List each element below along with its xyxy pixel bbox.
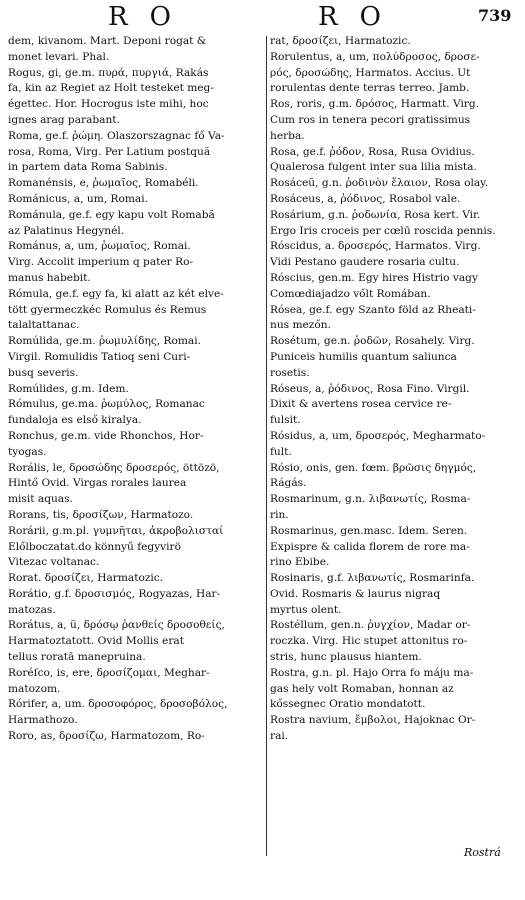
text-line: Rosétum, ge.n. ῥοδῶν, Rosahely. Virg. [270,335,475,348]
text-line: matozas. [8,603,56,616]
text-line: Hintő Ovid. Virgas rorales laurea [8,477,187,490]
text-line: Róscius, gen.m. Egy hires Histrio vagy [270,271,478,284]
text-line: Cum ros in tenera pecori gratissimus [270,113,471,126]
text-line: ignes arag parabant. [8,113,120,126]
page-header [0,2,525,30]
text-line: Comœdiajadzo vőlt Romában. [270,287,431,300]
text-line: Rosmarinus, gen.masc. Idem. Seren. [270,524,468,537]
text-line: Harmathozo. [8,714,78,727]
text-line: Rorális, le, δροσώδης δροσερός, öttözö, [8,461,220,474]
text-line: Róscidus, a. δροσερός, Harmatos. Virg. [270,240,481,253]
text-line: stris, hunc plausus hiantem. [270,651,422,664]
text-line: Előlboczatat.do könnyű fegyvirö [8,540,181,553]
text-line: Ergo Iris croceis per cœlū roscida pennis. [270,224,496,237]
text-line: Románula, ge.f. egy kapu volt Romabă [8,208,215,221]
text-line: misit aquas. [8,493,73,506]
text-line: rai. [270,730,289,743]
text-line: Rostéllum, gen.n. ῥυγχίον, Madar or- [270,619,471,632]
text-line: Qualerosa fulgent inter sua lilia mista. [270,161,477,174]
text-line: Roréſco, is, ere, δροσίζομαι, Meghar- [8,666,210,679]
text-line: rat, δροσίζει, Harmatozic. [270,35,411,47]
text-line: Rorans, tis, δροσίζων, Harmatozo. [8,508,194,521]
text-line: rosetis. [270,366,310,379]
text-line: Ovid. Rosmaris & laurus nigraq [270,587,441,600]
text-line: Harmatoztatott. Ovid Mollis erat [8,635,184,648]
text-line: gas hely volt Romaban, honnan az [270,682,454,695]
text-line: az Palatinus Hegynél. [8,224,125,237]
text-line: Vitezac voltanac. [8,556,100,569]
text-line: talaltattanac. [8,319,80,332]
text-line: Rostra, g.n. pl. Hajo Orra fo máju ma- [270,666,474,679]
text-line: monet levari. Phal. [8,50,110,63]
text-line: Virg. Accolit imperium q pater Ro- [8,256,194,269]
text-line: tellus roratā manepruina. [8,651,146,664]
text-line: Románus, a, um, ῥωμαῖος, Romai. [8,240,191,253]
text-line: Romúlides, g.m. Idem. [8,382,129,395]
text-line: Rórifer, a, um. δροσοφόρος, δροσοβόλος, [8,698,228,711]
text-line: Rorátio, g.f. δροσισμός, Rogyazas, Har- [8,587,221,600]
text-line: Vidi Pestano gaudere rosaria cultu. [270,256,460,269]
text-line: in partem data Roma Sabinis. [8,161,168,174]
text-line: Ros, roris, g.m. δρόσος, Harmatt. Virg. [270,98,480,111]
column-divider [266,36,267,856]
text-line: Rósio, onis, gen. fœm. βρῶσις δηγμός, [270,461,477,474]
text-line: Roma, ge.f. ῥώμη. Olaszorszagnac fő Va- [8,129,225,142]
text-line: nus mezőn. [270,319,331,332]
text-line: ρός, δροσώδης, Harmatos. Accius. Ut [270,66,471,79]
text-line: tött gyermeczkéc Romulus és Remus [8,303,207,316]
text-line: Rorátus, a, ũ, δρόσῳ ῥανθείς δροσοθείς, [8,619,225,632]
text-line: tyogas. [8,445,47,458]
running-head-right: RO [318,2,403,32]
text-line: rosa, Roma, Virg. Per Latium postquă [8,145,211,158]
text-line: Rorulentus, a, um, πολύδροσος, δροσε- [270,50,480,63]
text-line: Rosáceus, a, ῥόδινος, Rosabol vale. [270,192,461,205]
page-number: 739 [478,6,512,25]
text-line: Roro, as, δροσίζω, Harmatozom, Ro- [8,730,205,743]
text-line: Rósidus, a, um, δροσερός, Megharmato- [270,429,486,442]
text-line: Ronchus, ge.m. vide Rhonchos, Hor- [8,429,204,442]
text-line: busq severis. [8,366,79,379]
text-line: fa, kin az Regiet az Holt testeket meg- [8,82,214,95]
text-line: Romanénsis, e, ῥωμαῖος, Romabéli. [8,177,199,190]
text-line: Rosmarinum, g.n. λιβανωτίς, Rosma- [270,493,471,506]
right-column [270,34,522,745]
text-line: Romúlida, ge.m. ῥωμυλίδης, Romai. [8,335,201,348]
text-line: Dixit & avertens rosea cervice re- [270,398,452,411]
text-line: rorulentas dente terras terreo. Jamb. [270,82,470,95]
text-line: manus habebit. [8,271,91,284]
text-line: Rosinaris, g.f. λιβανωτίς, Rosmarinfa. [270,572,475,585]
text-line: Expispre & calida florem de rore ma- [270,540,470,553]
text-line: Rogus, gi, ge.m. πυρά, πυργιά, Rakás [8,66,209,79]
text-line: roczka. Virg. Hic stupet attonitus ro- [270,635,468,648]
text-line: Virgil. Romulidis Tatioq seni Curi- [8,350,191,363]
left-column [8,34,263,745]
text-line: égettec. Hor. Hocrogus iste mihi, hoc [8,98,209,111]
text-line: Róseus, a, ῥόδινος, Rosa Fino. Virgil. [270,382,470,395]
text-line: Rósea, ge.f. egy Szanto föld az Rheati- [270,303,476,316]
text-line: Rostra navium, ἔμβολοι, Hajoknac Or- [270,714,476,727]
text-line: herba. [270,129,305,142]
text-line: Rosa, ge.f. ῥόδον, Rosa, Rusa Ovidius. [270,145,475,158]
running-head-left: RO [108,2,193,32]
text-line: Rorárii, g.m.pl. γυμνῆται, ἀκροβολισταί [8,524,224,537]
text-line: Rómulus, ge.ma. ῥωμύλος, Romanac [8,398,205,411]
text-line: Románicus, a, um, Romai. [8,192,148,205]
text-line: Rorat. δροσίζει, Harmatozic. [8,572,164,585]
text-line: fulsit. [270,414,301,427]
text-line: myrtus olent. [270,603,342,616]
text-line: rino Ebibe. [270,556,330,569]
text-line: Rosáceũ, g.n. ῥοδινὸν ἔλαιον, Rosa olay. [270,177,489,190]
text-line: fult. [270,445,292,458]
text-line: Rágás. [270,477,307,490]
text-line: kőssegnec Oratio mondatott. [270,698,426,711]
text-line: rin. [270,508,289,521]
text-line: Puniceis humilis quantum saliunca [270,350,457,363]
text-line: dem, kivanom. Mart. Deponi rogat & [8,35,207,47]
text-line: Rómula, ge.f. egy fa, ki alatt az két elve- [8,287,224,300]
text-line: Rosárium, g.n. ῥοδωνία, Rosa kert. Vir. [270,208,481,221]
catchword: Rostrá [464,846,501,859]
text-line: matozom. [8,682,61,695]
text-line: fundaloja es első kiralya. [8,414,142,427]
